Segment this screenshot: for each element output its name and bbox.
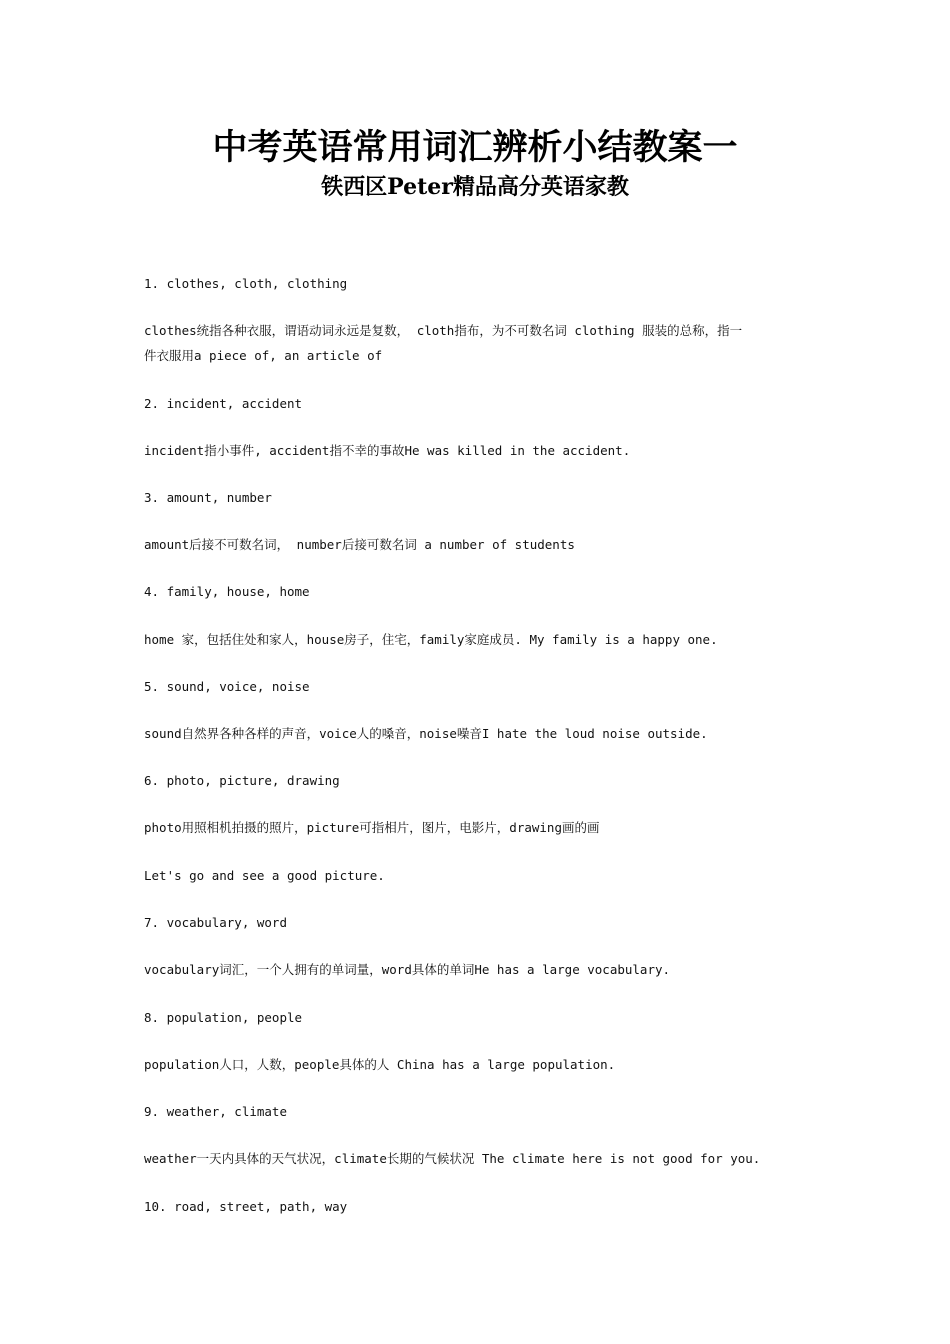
item-heading-10: 10. road, street, path, way: [144, 1199, 348, 1214]
document-title: 中考英语常用词汇辨析小结教案一: [212, 127, 738, 168]
item-body-6-line-2: Let's go and see a good picture.: [144, 868, 385, 883]
item-body-5: sound自然界各种各样的声音，voice人的嗓音，noise噪音I hate the loud noise outside.: [144, 726, 708, 741]
item-body-1-line-1: clothes统指各种衣服，谓语动词永远是复数， cloth指布，为不可数名词 clothing 服装的总称，指一: [144, 323, 743, 338]
item-body-1-line-2: 件衣服用a piece of, an article of: [144, 348, 383, 363]
item-body-6-line-1: photo用照相机拍摄的照片，picture可指相片，图片，电影片，drawing画的画: [144, 820, 600, 835]
item-body-4: home 家，包括住处和家人，house房子，住宅，family家庭成员. My family is a happy one.: [144, 632, 718, 647]
item-heading-3: 3. amount, number: [144, 490, 272, 505]
item-body-8: population人口，人数，people具体的人 China has a large population.: [144, 1057, 616, 1072]
item-body-2: incident指小事件, accident指不幸的事故He was killed in the accident.: [144, 443, 631, 458]
item-body-9: weather一天内具体的天气状况，climate长期的气候状况 The climate here is not good for you.: [144, 1151, 761, 1166]
item-heading-8: 8. population, people: [144, 1010, 303, 1025]
item-body-7: vocabulary词汇，一个人拥有的单词量，word具体的单词He has a large vocabulary.: [144, 962, 671, 977]
item-heading-9: 9. weather, climate: [144, 1104, 287, 1119]
item-body-3: amount后接不可数名词， number后接可数名词 a number of students: [144, 537, 575, 552]
item-heading-5: 5. sound, voice, noise: [144, 679, 310, 694]
item-heading-4: 4. family, house, home: [144, 584, 310, 599]
document-subtitle: 铁西区Peter精品高分英语家教: [321, 174, 629, 200]
item-heading-2: 2. incident, accident: [144, 396, 303, 411]
item-heading-6: 6. photo, picture, drawing: [144, 773, 340, 788]
item-heading-7: 7. vocabulary, word: [144, 915, 287, 930]
item-heading-1: 1. clothes, cloth, clothing: [144, 276, 348, 291]
